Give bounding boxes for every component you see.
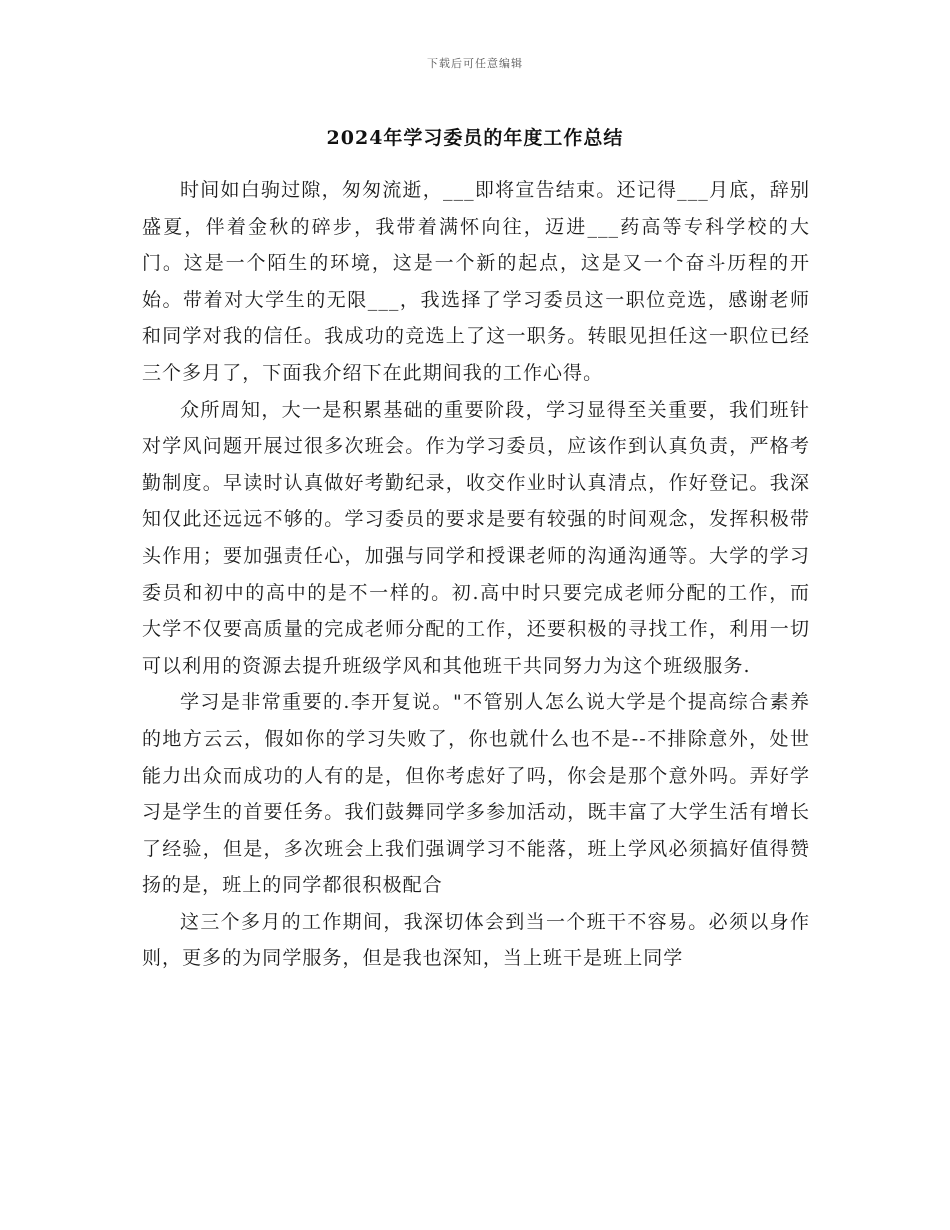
paragraph-4: 这三个多月的工作期间，我深切体会到当一个班干不容易。必须以身作则，更多的为同学服务，但是我也深知，当上班干是班上同学 bbox=[142, 910, 810, 970]
paragraph-3: 学习是非常重要的.李开复说。"不管别人怎么说大学是个提高综合素养的地方云云，假如你的学习失败了，你也就什么也不是--不排除意外，处世能力出众而成功的人有的是，但你考虑好了吗，你会是那个意外吗。弄好学习是学生的首要任务。我们鼓舞同学多参加活动，既丰富了大学生活有增长了经验，但是，多次班会上我们强调学习不能落，班上学风必须搞好值得赞扬的是，班上的同学都很积极配合 bbox=[142, 691, 810, 897]
header-note: 下载后可任意编辑 bbox=[427, 57, 523, 70]
paragraph-2: 众所周知，大一是积累基础的重要阶段，学习显得至关重要，我们班针对学风问题开展过很多次班会。作为学习委员，应该作到认真负责，严格考勤制度。早读时认真做好考勤纪录，收交作业时认真清点，作好登记。我深知仅此还远远不够的。学习委员的要求是要有较强的时间观念，发挥积极带头作用；要加强责任心，加强与同学和授课老师的沟通沟通等。大学的学习委员和初中的高中的是不一样的。初.高中时只要完成老师分配的工作，而大学不仅要高质量的完成老师分配的工作，还要积极的寻找工作，利用一切可以利用的资源去提升班级学风和其他班干共同努力为这个班级服务. bbox=[142, 398, 810, 677]
document-body bbox=[142, 172, 810, 977]
paragraph-1: 时间如白驹过隙，匆匆流逝，___即将宣告结束。还记得___月底，辞别盛夏，伴着金秋的碎步，我带着满怀向往，迈进___药高等专科学校的大门。这是一个陌生的环境，这是一个新的起点，这是又一个奋斗历程的开始。带着对大学生的无限___，我选择了学习委员这一职位竞选，感谢老师和同学对我的信任。我成功的竞选上了这一职务。转眼见担任这一职位已经三个多月了，下面我介绍下在此期间我的工作心得。 bbox=[142, 179, 810, 384]
document-title: 2024年学习委员的年度工作总结 bbox=[326, 127, 624, 149]
